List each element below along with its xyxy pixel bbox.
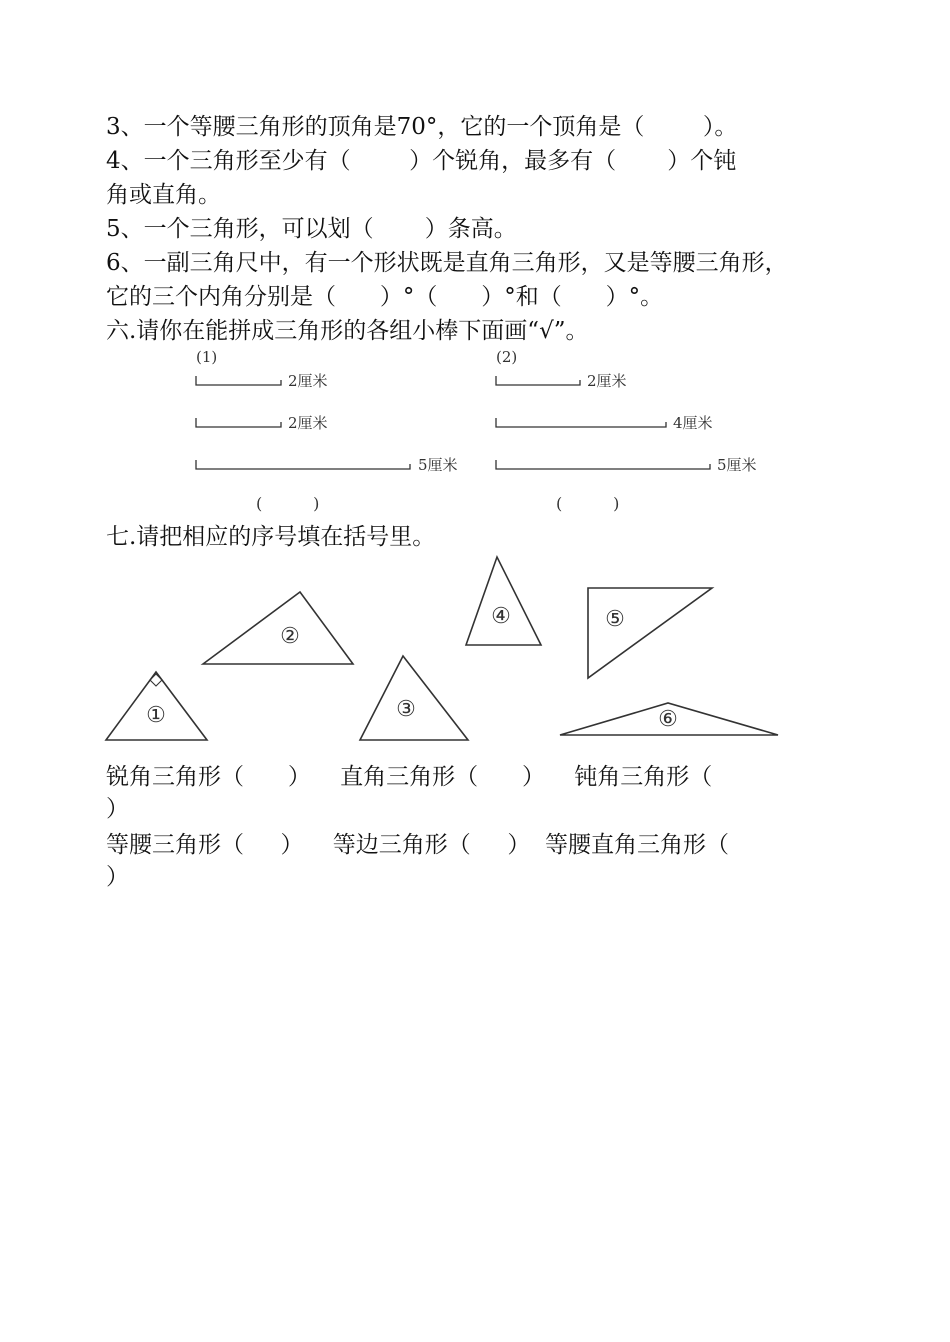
answer-row-2-line2: ） [106, 864, 129, 890]
question-4-line1: 4、一个三角形至少有（ ）个锐角，最多有（ ）个钝 [106, 148, 737, 174]
stick-2-1-length: 2厘米 [587, 372, 627, 390]
triangle-2-label: ② [280, 624, 300, 649]
stick-group-2-label: (2) [496, 348, 518, 366]
question-3: 3、一个等腰三角形的顶角是70°，它的一个顶角是（ ）。 [106, 114, 738, 140]
question-6-line2: 它的三个内角分别是（ ）°（ ）°和（ ）°。 [106, 284, 664, 310]
stick-2-1 [496, 376, 580, 385]
section-6-title: 六.请你在能拼成三角形的各组小棒下面画“√”。 [106, 318, 589, 344]
right-angle-mark-icon [150, 674, 162, 686]
triangle-4-label: ④ [491, 604, 511, 629]
triangle-5 [588, 588, 712, 678]
answer-row-2-line1: 等腰三角形（ ） 等边三角形（ ） 等腰直角三角形（ [106, 832, 729, 858]
stick-2-3-length: 5厘米 [717, 456, 757, 474]
stick-1-3-length: 5厘米 [418, 456, 458, 474]
question-5: 5、一个三角形，可以划（ ）条高。 [106, 216, 517, 242]
answer-row-1-line2: ） [106, 796, 129, 822]
stick-1-2 [196, 418, 281, 427]
section-7-title: 七.请把相应的序号填在括号里。 [106, 524, 436, 550]
stick-1-1-length: 2厘米 [288, 372, 328, 390]
stick-1-2-length: 2厘米 [288, 414, 328, 432]
stick-2-2 [496, 418, 666, 427]
triangle-2 [203, 592, 353, 664]
triangle-1-label: ① [146, 703, 166, 728]
triangle-3-label: ③ [396, 697, 416, 722]
question-6-line1: 6、一副三角尺中，有一个形状既是直角三角形，又是等腰三角形， [106, 250, 788, 276]
question-4-line2: 角或直角。 [106, 182, 221, 208]
triangle-5-label: ⑤ [605, 607, 625, 632]
triangle-4 [466, 557, 541, 645]
stick-group-2-answer[interactable]: ( ) [556, 494, 620, 513]
stick-2-3 [496, 460, 710, 469]
stick-group-1-answer[interactable]: ( ) [256, 494, 320, 513]
stick-1-3 [196, 460, 410, 469]
stick-1-1 [196, 376, 281, 385]
stick-group-1-label: (1) [196, 348, 218, 366]
answer-row-1-line1: 锐角三角形（ ） 直角三角形（ ） 钝角三角形（ [106, 764, 713, 790]
triangle-6-label: ⑥ [658, 707, 678, 732]
stick-2-2-length: 4厘米 [673, 414, 713, 432]
